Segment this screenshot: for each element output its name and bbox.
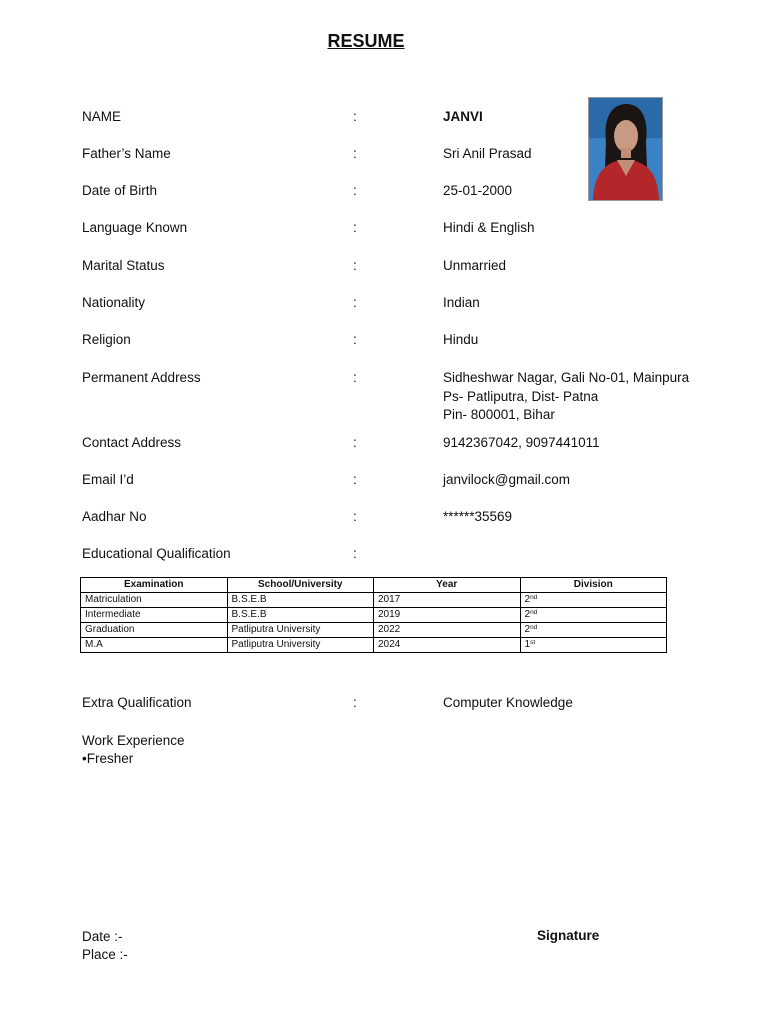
permanent-address-label: Permanent Address (82, 370, 201, 385)
table-row (81, 638, 667, 653)
date-label: Date :- (82, 929, 123, 944)
exam-cell: Matriculation (81, 593, 228, 608)
division-number: 2 (524, 594, 531, 605)
division-number: 2 (524, 624, 531, 635)
place-label: Place :- (82, 947, 128, 962)
division-suffix: nd (530, 594, 538, 601)
division-number: 1 (524, 639, 531, 650)
division-suffix: st (530, 639, 536, 646)
permanent-address-line-2: Ps- Patliputra, Dist- Patna (443, 388, 599, 404)
extra-qualification-colon: : (353, 695, 357, 710)
school-cell: B.S.E.B (227, 608, 374, 623)
photo-face (614, 120, 638, 152)
header-school-university: School/University (227, 578, 374, 593)
header-division: Division (520, 578, 667, 593)
nationality-colon: : (353, 295, 357, 310)
year-cell: 2022 (374, 623, 521, 638)
education-table (80, 577, 667, 653)
marital-status-colon: : (353, 258, 357, 273)
year-cell: 2017 (374, 593, 521, 608)
marital-status-value: Unmarried (443, 258, 507, 273)
contact-value: 9142367042, 9097441011 (443, 435, 600, 450)
permanent-address-line-1: Sidheshwar Nagar, Gali No-01, Mainpura (443, 370, 690, 385)
nationality-value: Indian (443, 295, 480, 310)
religion-colon: : (353, 332, 357, 347)
dob-value: 25-01-2000 (443, 183, 513, 198)
division-suffix: nd (530, 609, 538, 616)
marital-status-label: Marital Status (82, 258, 165, 273)
email-value: janvilock@gmail.com (443, 472, 570, 487)
aadhar-value: ******35569 (443, 509, 513, 524)
aadhar-label: Aadhar No (82, 509, 147, 524)
year-cell: 2024 (374, 638, 521, 653)
exam-cell: Graduation (81, 623, 228, 638)
photo-neck (621, 148, 631, 158)
email-label: Email I’d (82, 472, 134, 487)
contact-label: Contact Address (82, 435, 182, 450)
nationality-label: Nationality (82, 295, 146, 310)
education-table-header (81, 578, 667, 593)
language-colon: : (353, 220, 357, 235)
email-colon: : (353, 472, 357, 487)
school-cell: B.S.E.B (227, 593, 374, 608)
division-cell (520, 638, 667, 653)
header-examination: Examination (81, 578, 228, 593)
page-title: RESUME (327, 31, 405, 51)
dob-colon: : (353, 183, 357, 198)
division-cell (520, 623, 667, 638)
name-colon: : (353, 109, 357, 124)
education-label: Educational Qualification (82, 546, 231, 561)
year-cell: 2019 (374, 608, 521, 623)
school-cell: Patliputra University (227, 638, 374, 653)
exam-cell: Intermediate (81, 608, 228, 623)
extra-qualification-label: Extra Qualification (82, 695, 192, 710)
signature-label: Signature (537, 928, 600, 943)
fathers-name-label: Father’s Name (82, 146, 171, 161)
profile-photo (588, 97, 663, 201)
name-label: NAME (82, 109, 122, 124)
table-row (81, 608, 667, 623)
extra-qualification-value: Computer Knowledge (443, 695, 573, 710)
language-value: Hindi & English (443, 220, 535, 235)
religion-value: Hindu (443, 332, 479, 347)
school-cell: Patliputra University (227, 623, 374, 638)
work-experience-item: •Fresher (82, 751, 134, 766)
division-cell (520, 608, 667, 623)
name-value: JANVI (443, 109, 483, 124)
division-suffix: nd (530, 624, 538, 631)
religion-label: Religion (82, 332, 131, 347)
contact-colon: : (353, 435, 357, 450)
language-label: Language Known (82, 220, 188, 235)
permanent-address-line-3: Pin- 800001, Bihar (443, 407, 555, 422)
aadhar-colon: : (353, 509, 357, 524)
exam-cell: M.A (81, 638, 228, 653)
table-row (81, 623, 667, 638)
table-row (81, 593, 667, 608)
division-cell (520, 593, 667, 608)
fathers-name-colon: : (353, 146, 357, 161)
education-colon: : (353, 546, 357, 561)
work-experience-label: Work Experience (82, 733, 185, 748)
division-number: 2 (524, 609, 531, 620)
dob-label: Date of Birth (82, 183, 158, 198)
permanent-address-colon: : (353, 370, 357, 385)
fathers-name-value: Sri Anil Prasad (443, 146, 532, 161)
header-year: Year (374, 578, 521, 593)
